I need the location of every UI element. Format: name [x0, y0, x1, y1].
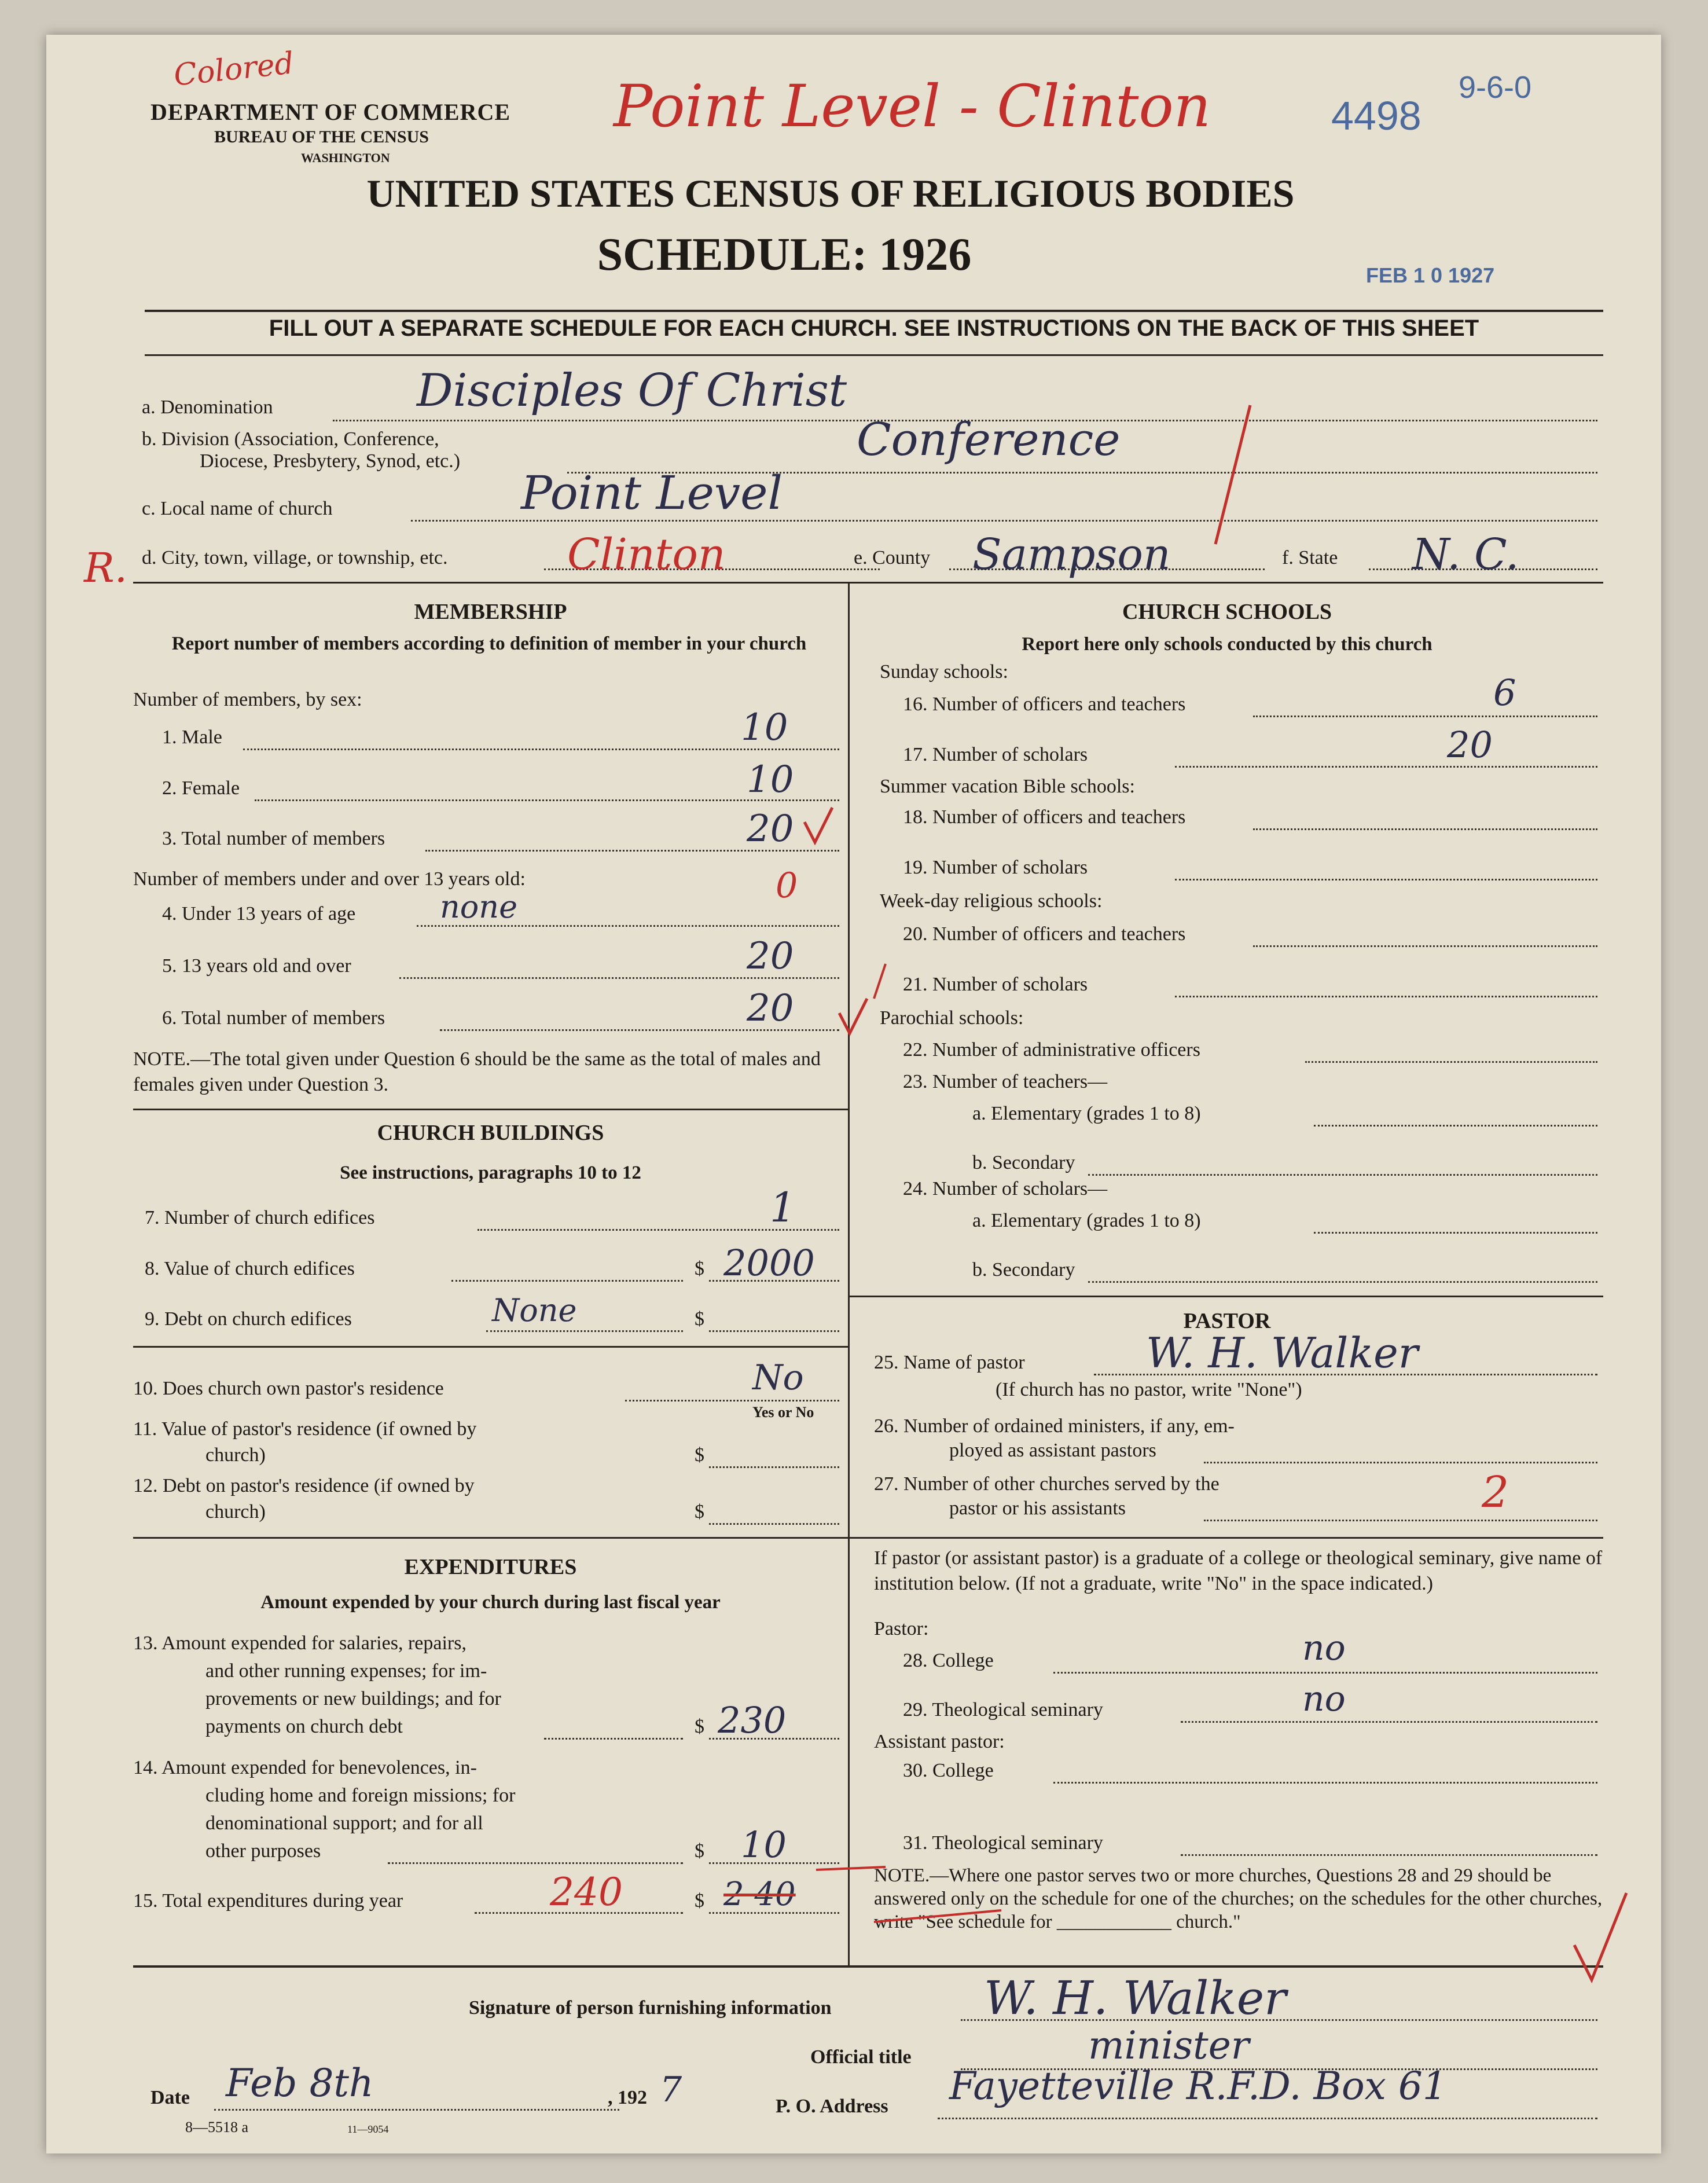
state-value[interactable]: N. C.: [1412, 530, 1519, 579]
q15-value[interactable]: 240: [550, 1870, 623, 1914]
q14-line-1: 14. Amount expended for benevolences, in-: [133, 1757, 477, 1778]
q19-label: 19. Number of scholars: [903, 857, 1088, 878]
membership-note: NOTE.—The total given under Question 6 should be the same as the total of males and females given under Question 3.: [133, 1048, 821, 1095]
q15-label: 15. Total expenditures during year: [133, 1890, 403, 1911]
q14-line-3: denominational support; and for all: [205, 1813, 483, 1834]
pen-stroke: [874, 964, 886, 999]
q21-label: 21. Number of scholars: [903, 974, 1088, 995]
instruction-line: FILL OUT A SEPARATE SCHEDULE FOR EACH CHURCH. SEE INSTRUCTIONS ON THE BACK OF THIS SHEET: [269, 315, 1479, 341]
q17-value[interactable]: 20: [1447, 724, 1493, 766]
washington-label: WASHINGTON: [301, 151, 390, 165]
handwritten-place: Point Level - Clinton: [614, 72, 1211, 140]
code-number: 9-6-0: [1459, 70, 1532, 105]
q3-label: 3. Total number of members: [162, 828, 385, 849]
q6-value[interactable]: 20: [747, 987, 794, 1030]
schedule-title: SCHEDULE: 1926: [597, 229, 972, 280]
q25-hint: (If church has no pastor, write "None"): [996, 1379, 1302, 1400]
official-title-value[interactable]: minister: [1088, 2023, 1250, 2068]
denomination-label: a. Denomination: [142, 397, 273, 418]
official-title-label: Official title: [810, 2046, 912, 2068]
q3-value[interactable]: 20: [747, 808, 794, 850]
q11-label-2: church): [205, 1444, 266, 1466]
q13-line-4: payments on church debt: [205, 1716, 403, 1737]
q22-label: 22. Number of administrative officers: [903, 1039, 1200, 1061]
q27-label-2: pastor or his assistants: [949, 1498, 1126, 1519]
q12-dollar: $: [695, 1501, 704, 1522]
q16-label: 16. Number of officers and teachers: [903, 694, 1186, 715]
weekday-schools-label: Week-day religious schools:: [880, 890, 1103, 912]
expenditures-sub: Amount expended by your church during last fiscal year: [260, 1592, 721, 1613]
date-label: Date: [150, 2087, 190, 2108]
q13-value[interactable]: 230: [718, 1699, 787, 1741]
q23a-label: a. Elementary (grades 1 to 8): [972, 1103, 1201, 1124]
state-label: f. State: [1282, 547, 1338, 568]
q5-value[interactable]: 20: [747, 935, 794, 978]
city-label: d. City, town, village, or township, etc.: [142, 547, 448, 568]
q12-label: 12. Debt on pastor's residence (if owned by: [133, 1475, 475, 1496]
q27-label: 27. Number of other churches served by the: [874, 1473, 1220, 1495]
q14-value[interactable]: 10: [741, 1824, 787, 1866]
q6-label: 6. Total number of members: [162, 1007, 385, 1029]
pen-stroke: [816, 1867, 886, 1870]
date-year-handwritten[interactable]: 7: [660, 2070, 682, 2110]
received-stamp: FEB 1 0 1927: [1366, 263, 1495, 287]
q9-dollar: $: [695, 1308, 704, 1330]
parochial-schools-label: Parochial schools:: [880, 1007, 1024, 1029]
q4-value[interactable]: 0: [776, 865, 798, 906]
q4-label: 4. Under 13 years of age: [162, 903, 356, 924]
bureau-name: BUREAU OF THE CENSUS: [214, 127, 429, 146]
q5-label: 5. 13 years old and over: [162, 955, 351, 977]
division-label-2: Diocese, Presbytery, Synod, etc.): [200, 450, 461, 472]
pastor-sublabel: Pastor:: [874, 1618, 929, 1639]
q13-line-2: and other running expenses; for im-: [205, 1660, 487, 1682]
department-name: DEPARTMENT OF COMMERCE: [150, 99, 511, 125]
buildings-sub: See instructions, paragraphs 10 to 12: [340, 1162, 641, 1183]
q26-label-2: ployed as assistant pastors: [949, 1440, 1156, 1461]
colored-annotation: Colored: [172, 46, 296, 93]
check-icon: [805, 808, 832, 842]
buildings-heading: CHURCH BUILDINGS: [377, 1121, 604, 1145]
q1-value[interactable]: 10: [741, 706, 788, 749]
q18-label: 18. Number of officers and teachers: [903, 806, 1186, 828]
check-icon: [1574, 1893, 1626, 1980]
county-label: e. County: [854, 547, 931, 568]
q26-label: 26. Number of ordained ministers, if any, em-: [874, 1415, 1235, 1437]
membership-heading: MEMBERSHIP: [414, 600, 567, 624]
q15-dollar: $: [695, 1890, 704, 1911]
division-value[interactable]: Conference: [857, 414, 1121, 466]
q24b-label: b. Secondary: [972, 1259, 1075, 1281]
q31-label: 31. Theological seminary: [903, 1832, 1103, 1854]
q2-value[interactable]: 10: [747, 758, 794, 801]
q25-label: 25. Name of pastor: [874, 1352, 1025, 1373]
q14-dollar: $: [695, 1840, 704, 1862]
q1-label: 1. Male: [162, 727, 222, 748]
q28-value[interactable]: no: [1302, 1628, 1346, 1668]
q8-label: 8. Value of church edifices: [145, 1258, 355, 1279]
q13-dollar: $: [695, 1716, 704, 1737]
q28-label: 28. College: [903, 1650, 994, 1671]
form-title: UNITED STATES CENSUS OF RELIGIOUS BODIES: [366, 171, 1295, 215]
q24a-label: a. Elementary (grades 1 to 8): [972, 1210, 1201, 1231]
pastor-heading: PASTOR: [1183, 1309, 1271, 1333]
po-address-value[interactable]: Fayetteville R.F.D. Box 61: [949, 2064, 1447, 2108]
form-number: 8—5518 a: [185, 2119, 249, 2136]
red-checkmarks: [46, 35, 1661, 2153]
margin-mark: R.: [84, 544, 127, 592]
expenditures-heading: EXPENDITURES: [404, 1555, 577, 1579]
assistant-pastor-label: Assistant pastor:: [874, 1731, 1005, 1752]
q13-line-1: 13. Amount expended for salaries, repairs,: [133, 1632, 467, 1654]
q2-label: 2. Female: [162, 777, 240, 799]
q11-dollar: $: [695, 1444, 704, 1466]
q7-value[interactable]: 1: [770, 1184, 796, 1231]
date-value[interactable]: Feb 8th: [226, 2061, 374, 2105]
q29-value[interactable]: no: [1302, 1679, 1346, 1719]
members-by-sex-label: Number of members, by sex:: [133, 689, 362, 710]
q30-label: 30. College: [903, 1760, 994, 1781]
q10-value[interactable]: No: [752, 1358, 804, 1398]
print-number: 11—9054: [347, 2123, 389, 2135]
pen-stroke: [874, 1910, 1001, 1922]
q20-label: 20. Number of officers and teachers: [903, 923, 1186, 945]
schedule-number: 4498: [1331, 93, 1422, 138]
q12-label-2: church): [205, 1501, 266, 1522]
county-value[interactable]: Sampson: [972, 530, 1171, 579]
check-icon: [839, 999, 867, 1033]
signature-value[interactable]: W. H. Walker: [984, 1971, 1287, 2025]
q10-label: 10. Does church own pastor's residence: [133, 1378, 444, 1399]
date-year: , 192: [608, 2087, 647, 2108]
members-by-age-label: Number of members under and over 13 years old:: [133, 868, 526, 890]
schools-heading: CHURCH SCHOOLS: [1122, 600, 1332, 624]
q13-line-3: provements or new buildings; and for: [205, 1688, 501, 1709]
q9-inline-none[interactable]: None: [492, 1292, 577, 1329]
q7-label: 7. Number of church edifices: [145, 1207, 375, 1228]
local-name-label: c. Local name of church: [142, 498, 333, 519]
q9-label: 9. Debt on church edifices: [145, 1308, 352, 1330]
q24-label: 24. Number of scholars—: [903, 1178, 1108, 1199]
city-value[interactable]: Clinton: [567, 530, 726, 579]
q29-label: 29. Theological seminary: [903, 1699, 1103, 1720]
summer-schools-label: Summer vacation Bible schools:: [880, 776, 1135, 797]
q4-inline-none[interactable]: none: [440, 889, 518, 925]
pen-stroke: [1215, 405, 1250, 544]
signature-label: Signature of person furnishing information: [469, 1997, 832, 2019]
schools-intro: Report here only schools conducted by this church: [1022, 634, 1432, 655]
sunday-schools-label: Sunday schools:: [880, 661, 1008, 683]
q23-label: 23. Number of teachers—: [903, 1071, 1108, 1092]
census-form-page: [46, 35, 1661, 2153]
q10-hint: Yes or No: [752, 1404, 814, 1421]
q8-value[interactable]: 2000: [723, 1242, 815, 1284]
q14-line-2: cluding home and foreign missions; for: [205, 1785, 516, 1806]
local-name-value[interactable]: Point Level: [521, 466, 783, 520]
q16-value[interactable]: 6: [1493, 672, 1516, 714]
q27-value[interactable]: 2: [1482, 1467, 1509, 1517]
division-label: b. Division (Association, Conference,: [142, 428, 439, 450]
q17-label: 17. Number of scholars: [903, 744, 1088, 765]
q11-label: 11. Value of pastor's residence (if owned by: [133, 1418, 477, 1440]
denomination-value[interactable]: Disciples Of Christ: [417, 365, 847, 417]
graduate-note: If pastor (or assistant pastor) is a graduate of a college or theological seminary, give name of institution below. (If not a graduate, write "No" in the space indicated.): [874, 1547, 1603, 1594]
q15-struck-value: 2 40: [723, 1876, 796, 1913]
q23b-label: b. Secondary: [972, 1152, 1075, 1173]
po-address-label: P. O. Address: [776, 2096, 888, 2117]
q14-line-4: other purposes: [205, 1840, 321, 1862]
q8-dollar: $: [695, 1258, 704, 1279]
pastor-note: NOTE.—Where one pastor serves two or more churches, Questions 28 and 29 should be answered only on the schedule for one of the churches; on the schedules for the other churches, write "See schedule for ____________ church.": [874, 1865, 1603, 1932]
membership-intro: Report number of members according to definition of member in your church: [171, 633, 807, 654]
q25-value[interactable]: W. H. Walker: [1146, 1329, 1419, 1377]
